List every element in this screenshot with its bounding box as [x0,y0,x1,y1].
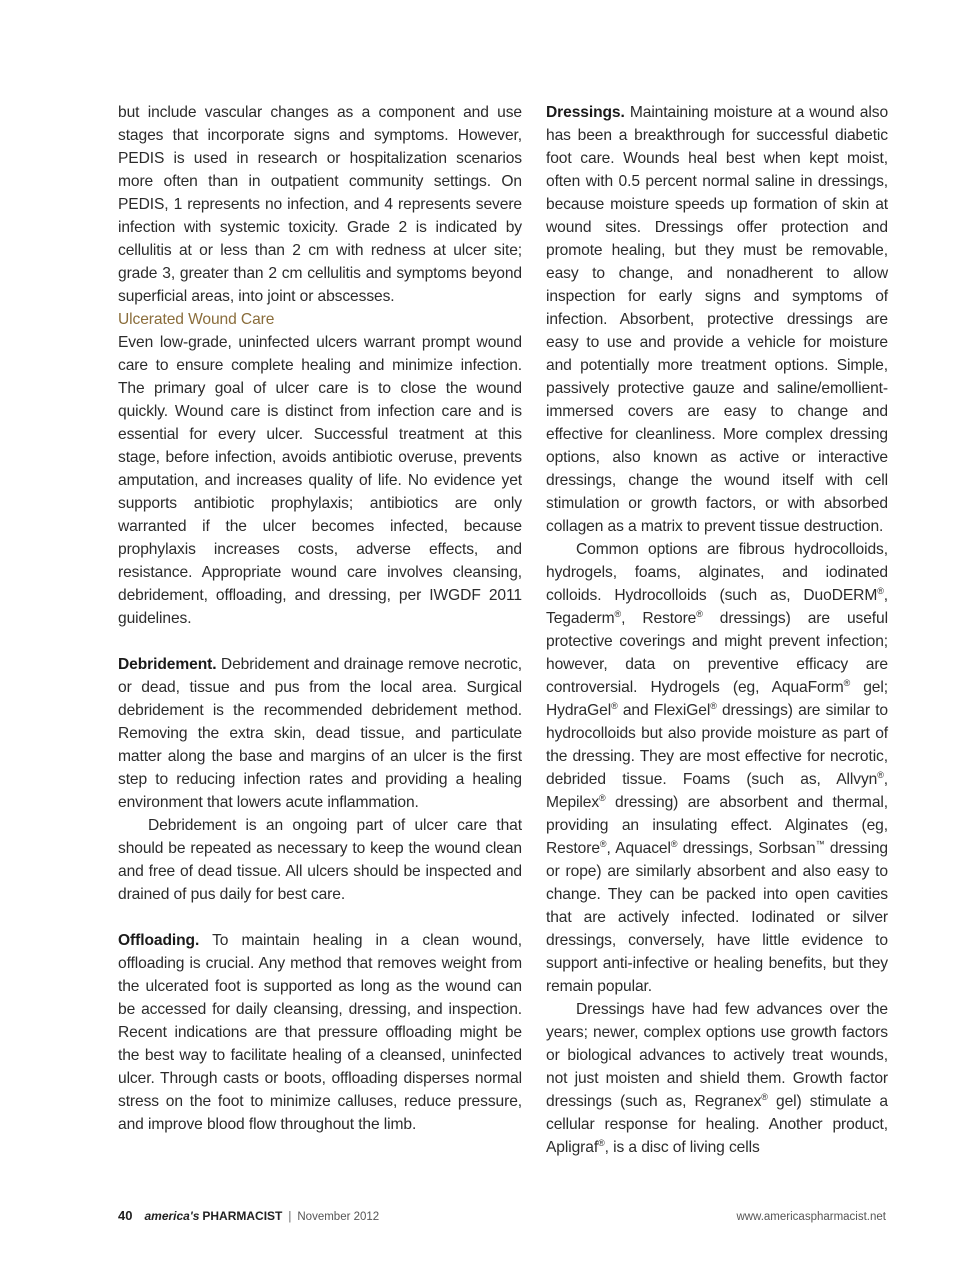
debridement-label: Debridement. [118,656,217,673]
website-url: www.americaspharmacist.net [736,1211,886,1223]
pedis-paragraph: but include vascular changes as a component and use stages that incorporate signs and symptoms. However, PEDIS is used in research or hospitalization scenarios more often than in outpatient community settings. On PEDIS, 1 represents no infection, and 4 represents severe infection with systemic toxicity. Grade 2 is indicated by cellulitis at or less than 2 cm with redness at ulcer site; grade 3, greater than 2 cm cellulitis and symptoms beyond superficial areas, into joint or abscesses. [118,104,522,305]
offloading-label: Offloading. [118,932,200,949]
dressing-advances-paragraph: Dressings have had few advances over the years; newer, complex options use growth factors or biological advances to actively treat wounds, not just moisten and shield them. Growth factor dressings (such as, Regranex® gel) stimulate a cellular response for healing. Another product, Apligraf®, is a disc of living cells [546,1001,888,1156]
magazine-prefix: america's [144,1209,200,1223]
offloading-text: To maintain healing in a clean wound, offloading is crucial. Any method that removes weight from the ulcerated foot is supported as long as the wound can be accessed for daily cleansing, dressing, and inspection. Recent indications are that pressure offloading might be the best way to facilitate healing of a cleansed, uninfected ulcer. Through casts or boots, offloading disperses normal stress on the foot to minimize calluses, reduce pressure, and improve blood flow throughout the limb. [118,932,523,1133]
page-footer [118,1208,886,1228]
footer-separator: | [288,1211,292,1223]
offloading-paragraph [118,929,522,1136]
section-heading-ulcerated-wound-care: Ulcerated Wound Care [118,311,275,328]
magazine-name: PHARMACIST [202,1209,283,1223]
page-number: 40 [118,1208,133,1223]
right-column [546,101,888,1159]
debridement-followup-paragraph: Debridement is an ongoing part of ulcer care that should be repeated as necessary to keep the wound clean and free of dead tissue. All ulcers should be inspected and drained of pus daily for best care. [118,817,522,903]
debridement-text: Debridement and drainage remove necrotic, or dead, tissue and pus from the local area. Surgical debridement is the recommended debridement method. Removing the extra skin, dead tissue, and particulate matter along the base and margins of an ulcer is the first step to reducing infection rates and providing a healing environment that lowers acute inflammation. [118,656,522,811]
left-column [118,101,522,1136]
dressings-text: Maintaining moisture at a wound also has been a breakthrough for successful diabetic foot care. Wounds heal best when kept moist, often with 0.5 percent normal saline in dressings, because moisture speeds up formation of skin at wound sites. Dressings offer protection and promote healing, but they must be removable, easy to change, and nonadherent to allow inspection for early signs and symptoms of infection. Absorbent, protective dressings are easy to use and provide a vehicle for moisture and potentially more treatment options. Simple, passively protective gauze and saline/emollient-immersed covers are easy to change and effective for cleanliness. More complex dressing options, also known as active or interactive dressings, change the wound itself with cell stimulation or growth factors, or with absorbed collagen as a matrix to prevent tissue destruction. [546,104,889,535]
ulcer-care-paragraph: Even low-grade, uninfected ulcers warrant prompt wound care to ensure complete healing and minimize infection. The primary goal of ulcer care is to close the wound quickly. Wound care is distinct from infection care and is essential for every ulcer. Successful treatment at this stage, before infection, avoids antibiotic overuse, prevents amputation, and increases quality of life. No evidence yet supports antibiotic prophylaxis; antibiotics are only warranted if the ulcer becomes infected, because prophylaxis increases costs, adverse effects, and resistance. Appropriate wound care involves cleansing, debridement, offloading, and dressing, per IWGDF 2011 guidelines. [118,334,522,627]
dressing-options-paragraph: Common options are fibrous hydrocolloids, hydrogels, foams, alginates, and iodinated colloids. Hydrocolloids (such as, DuoDERM®, Tegaderm®, Restore® dressings) are useful protective coverings and might prevent infection; however, data on preventive efficacy are controversial. Hydrogels (eg, AquaForm® gel; HydraGel® and FlexiGel® dressings) are similar to hydrocolloids but also provide moisture as part of the dressing. They are most effective for necrotic, debrided tissue. Foams (such as, Allvyn®, Mepilex® dressing) are absorbent and thermal, providing an insulating effect. Alginates (eg, Restore®, Aquacel® dressings, Sorbsan™ dressing or rope) are similarly absorbent and also easy to change. They can be packed into open cavities that are actively infected. Iodinated or silver dressings, conversely, have little evidence to support anti-infective or healing benefits, but they remain popular. [546,541,888,995]
dressings-paragraph [546,101,888,538]
debridement-paragraph [118,653,522,814]
dressings-label: Dressings. [546,104,625,121]
issue-date: November 2012 [297,1211,380,1223]
